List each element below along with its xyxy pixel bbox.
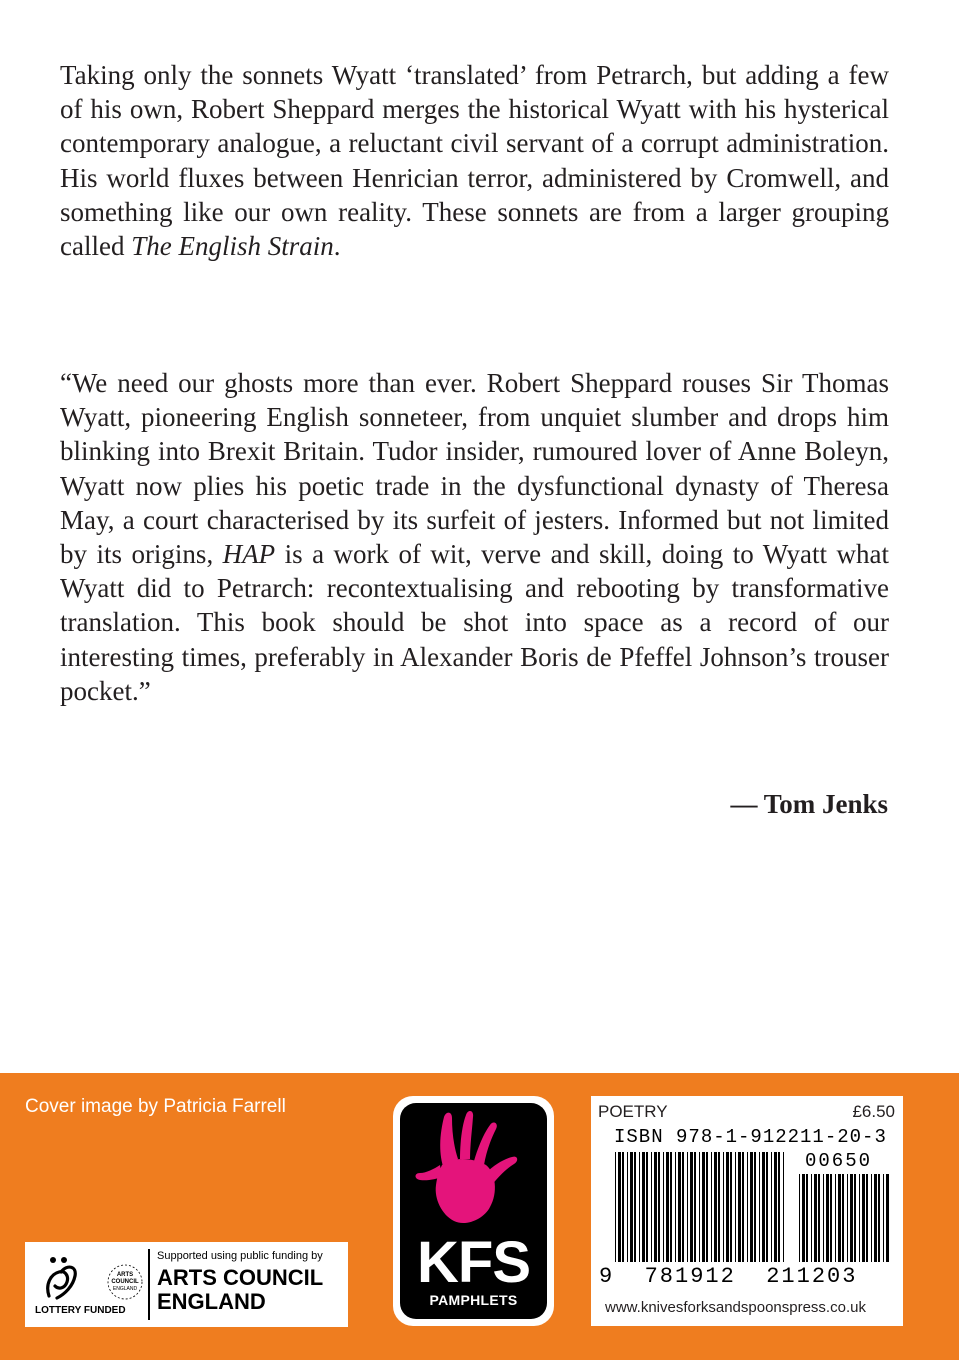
arts-council-name-line2: ENGLAND bbox=[157, 1289, 266, 1314]
barcode-bar bbox=[771, 1152, 772, 1262]
barcode-bar bbox=[678, 1152, 681, 1262]
book-title-english-strain: The English Strain bbox=[131, 231, 334, 262]
barcode-bar bbox=[766, 1152, 768, 1262]
barcode-bar bbox=[651, 1152, 652, 1262]
barcode-bar bbox=[639, 1152, 640, 1262]
barcode-bar bbox=[842, 1174, 844, 1262]
price-label: £6.50 bbox=[852, 1102, 895, 1121]
barcode-bar bbox=[883, 1174, 884, 1262]
barcode-bar bbox=[814, 1174, 817, 1262]
barcode-bar bbox=[783, 1152, 784, 1262]
barcode-bar bbox=[634, 1152, 636, 1262]
arts-council-logo-box bbox=[25, 1242, 348, 1327]
barcode-bar bbox=[818, 1174, 820, 1262]
barcode-bar bbox=[622, 1152, 624, 1262]
kfs-letters: KFS bbox=[417, 1230, 530, 1295]
barcode-bar bbox=[838, 1174, 841, 1262]
barcode-bar bbox=[806, 1174, 808, 1262]
barcode-bar bbox=[847, 1174, 848, 1262]
lottery-crossed-fingers-icon bbox=[31, 1250, 97, 1306]
barcode-bar bbox=[750, 1152, 753, 1262]
barcode-bar bbox=[726, 1152, 729, 1262]
svg-text:ARTS: ARTS bbox=[116, 1272, 134, 1278]
barcode-bar bbox=[694, 1152, 696, 1262]
barcode-bar bbox=[663, 1152, 664, 1262]
barcode-bar bbox=[682, 1152, 684, 1262]
barcode-bar bbox=[730, 1152, 732, 1262]
quote-text-part1: “We need our ghosts more than ever. Robert Sheppard rouses Sir Thomas Wyatt, pioneering English sonneteer, from unquiet slumber and drops him blinking into Brexit Britain. Tudor insider, rumoured lover of Anne Boleyn, Wyatt now plies his poetic trade in the dysfunctional dynasty of Theresa May, a court characterised by its surfeit of jesters. Informed but not limited by its origins, bbox=[60, 368, 889, 570]
barcode-panel bbox=[591, 1096, 903, 1326]
barcode-bar bbox=[874, 1174, 877, 1262]
barcode-bar bbox=[754, 1152, 756, 1262]
svg-text:ENGLAND: ENGLAND bbox=[112, 1286, 138, 1292]
barcode-bar bbox=[830, 1174, 832, 1262]
arts-council-name bbox=[157, 1266, 323, 1314]
barcode-bar bbox=[690, 1152, 693, 1262]
barcode-bar bbox=[675, 1152, 676, 1262]
blurb-text: Taking only the sonnets Wyatt ‘translated’ from Petrarch, but adding a few of his own, Robert Sheppard merges the historical Wyatt with his hysterical contemporary analogue, a reluctant civil servant of a corrupt administration. His world fluxes between Henrician terror, administered by Cromwell, and something like our own reality. These sonnets are from a larger grouping called bbox=[60, 60, 889, 262]
barcode-bar bbox=[706, 1152, 708, 1262]
barcode-bar bbox=[627, 1152, 628, 1262]
barcode-bar bbox=[735, 1152, 736, 1262]
arts-council-divider bbox=[148, 1249, 150, 1320]
barcode-bar bbox=[835, 1174, 836, 1262]
price-addon-code: 00650 bbox=[805, 1150, 873, 1172]
barcode-bar bbox=[823, 1174, 824, 1262]
lottery-funded-label: LOTTERY FUNDED bbox=[35, 1305, 126, 1316]
arts-council-roundel-icon bbox=[105, 1249, 145, 1319]
barcode-bar bbox=[618, 1152, 621, 1262]
genre-label: POETRY bbox=[598, 1102, 668, 1121]
cover-credit: Cover image by Patricia Farrell bbox=[25, 1096, 286, 1117]
barcode-bar bbox=[658, 1152, 660, 1262]
barcode-bar bbox=[799, 1174, 800, 1262]
quote-text-part2: is a work of wit, verve and skill, doing to Wyatt what Wyatt did to Petrarch: recontextualising and rebooting by transformative translation. This book should be shot into space as a record of our interesting times, preferably in Alexander Boris de Pfeffel Johnson’s trouser pocket.” bbox=[60, 539, 889, 706]
barcode-digits: 9 781912 211203 bbox=[599, 1264, 858, 1289]
barcode-bar bbox=[687, 1152, 688, 1262]
arts-council-name-line1: ARTS COUNCIL bbox=[157, 1265, 324, 1290]
barcode-bar bbox=[714, 1152, 717, 1262]
barcode-bar bbox=[646, 1152, 648, 1262]
publisher-website: www.knivesforksandspoonspress.co.uk bbox=[605, 1299, 866, 1316]
book-title-hap: HAP bbox=[222, 539, 276, 570]
barcode-bar bbox=[811, 1174, 812, 1262]
barcode-bar bbox=[850, 1174, 853, 1262]
barcode-bar bbox=[699, 1152, 700, 1262]
svg-text:COUNCIL: COUNCIL bbox=[111, 1279, 139, 1285]
barcode-bar bbox=[778, 1152, 780, 1262]
kfs-pamphlets-label: PAMPHLETS bbox=[429, 1292, 518, 1308]
barcode-bar bbox=[654, 1152, 657, 1262]
review-quote bbox=[60, 366, 889, 708]
barcode-bar bbox=[630, 1152, 633, 1262]
barcode-bar bbox=[866, 1174, 868, 1262]
barcode-bar bbox=[862, 1174, 865, 1262]
barcode-bar bbox=[666, 1152, 669, 1262]
barcode-bar bbox=[759, 1152, 760, 1262]
barcode-bar bbox=[738, 1152, 741, 1262]
kfs-logo-inner bbox=[400, 1103, 547, 1319]
footer-band bbox=[0, 1073, 959, 1360]
barcode-bar bbox=[642, 1152, 645, 1262]
barcode-bar bbox=[826, 1174, 829, 1262]
barcode-bar bbox=[859, 1174, 860, 1262]
barcode-bar bbox=[615, 1152, 616, 1262]
quote-attribution: — Tom Jenks bbox=[730, 789, 888, 819]
barcode-bar bbox=[774, 1152, 777, 1262]
barcode-bar bbox=[742, 1152, 744, 1262]
arts-council-support-text: Supported using public funding by bbox=[157, 1250, 323, 1262]
barcode-bar bbox=[747, 1152, 748, 1262]
blurb-paragraph bbox=[60, 58, 889, 263]
barcode-bar bbox=[854, 1174, 856, 1262]
isbn-label: ISBN 978-1-912211-20-3 bbox=[614, 1126, 887, 1148]
barcode-bar bbox=[718, 1152, 720, 1262]
kfs-publisher-logo bbox=[393, 1096, 554, 1326]
barcode-bar bbox=[762, 1152, 765, 1262]
barcode-bar bbox=[711, 1152, 712, 1262]
barcode-bar bbox=[871, 1174, 872, 1262]
blurb-end: . bbox=[333, 231, 341, 262]
barcode-bar bbox=[878, 1174, 880, 1262]
barcode-bar bbox=[670, 1152, 672, 1262]
pink-handprint-icon bbox=[400, 1103, 547, 1238]
barcode-bar bbox=[802, 1174, 805, 1262]
barcode-bar bbox=[723, 1152, 724, 1262]
barcode-bar bbox=[702, 1152, 705, 1262]
barcode-bar bbox=[886, 1174, 889, 1262]
